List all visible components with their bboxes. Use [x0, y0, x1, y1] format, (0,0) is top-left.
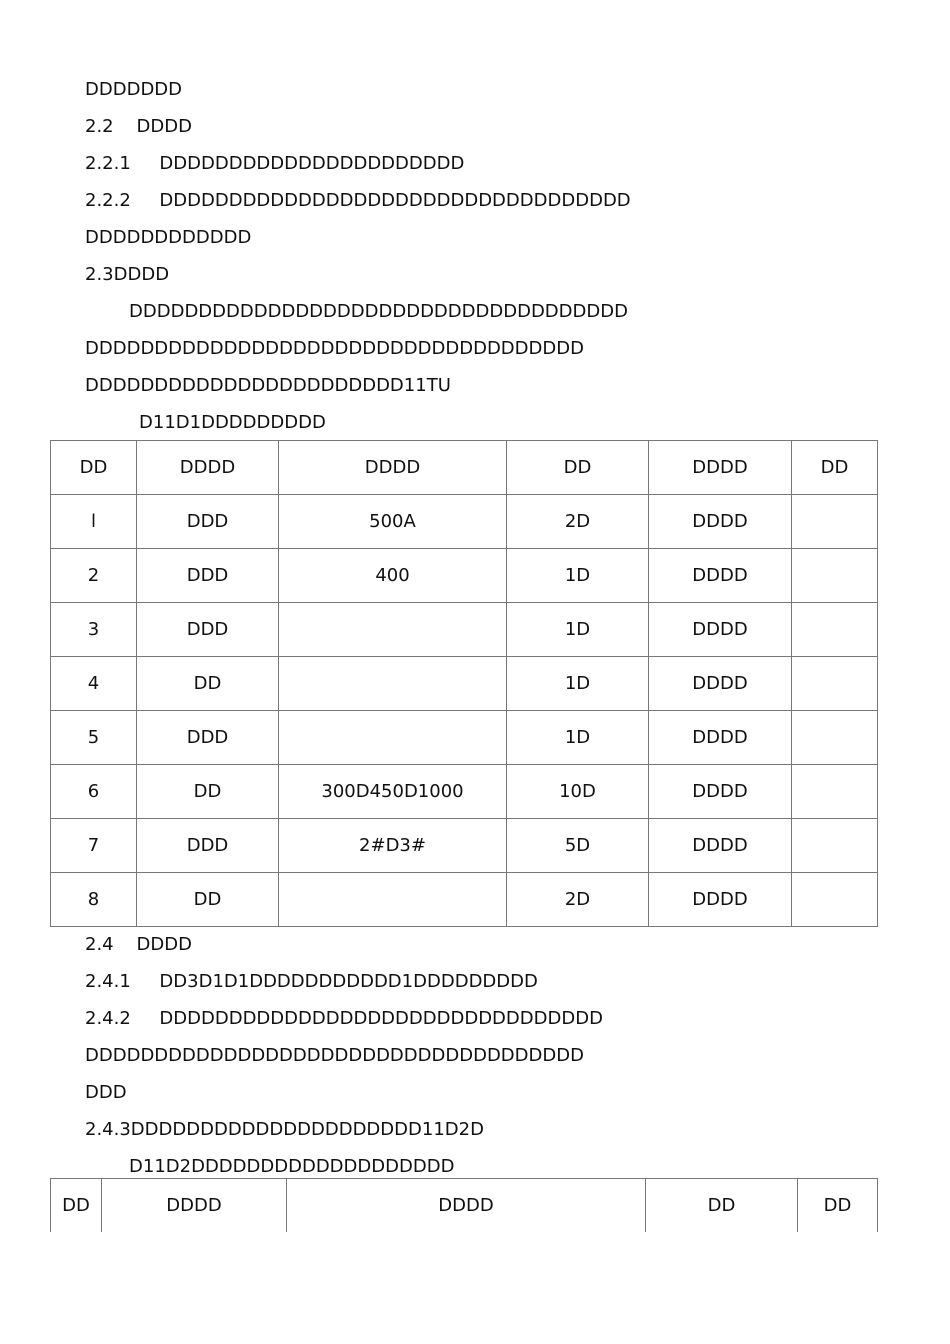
table-cell: [792, 819, 878, 873]
table-header-row: [51, 1179, 878, 1233]
table-cell: 500A: [279, 495, 507, 549]
table-cell: 2: [51, 549, 137, 603]
table-row: [51, 657, 878, 711]
header-cell: DD: [51, 441, 137, 495]
header-cell: DD: [507, 441, 649, 495]
table-cell: 3: [51, 603, 137, 657]
table-row: [51, 549, 878, 603]
text-line: 2.4.1 DD3D1D1DDDDDDDDDDD1DDDDDDDDD: [85, 971, 538, 992]
table-row: [51, 495, 878, 549]
table-cell: 8: [51, 873, 137, 927]
table-cell: DD: [137, 765, 279, 819]
table-cell: [792, 657, 878, 711]
second-table: [50, 1178, 878, 1232]
table-row: [51, 765, 878, 819]
table-cell: DDDD: [649, 657, 792, 711]
table-cell: 2D: [507, 495, 649, 549]
table-cell: 4: [51, 657, 137, 711]
table-cell: 5: [51, 711, 137, 765]
text-line: DDDDDDDDDDDDDDDDDDDDDDDDDDDDDDDDDDDD: [85, 338, 584, 359]
table-cell: [279, 603, 507, 657]
text-line: 2.2.1 DDDDDDDDDDDDDDDDDDDDDD: [85, 153, 465, 174]
table-cell: [279, 873, 507, 927]
table-cell: DD: [137, 873, 279, 927]
table-row: [51, 819, 878, 873]
table-row: [51, 603, 878, 657]
text-line: 2.2.2 DDDDDDDDDDDDDDDDDDDDDDDDDDDDDDDDDD: [85, 190, 631, 211]
table-cell: [792, 711, 878, 765]
table-cell: DDDD: [649, 711, 792, 765]
table-cell: DDDD: [649, 549, 792, 603]
table-cell: DDDD: [649, 495, 792, 549]
table-cell: [792, 765, 878, 819]
table-cell: DDD: [137, 819, 279, 873]
text-line: DDDDDDDDDDDDDDDDDDDDDDDDDDDDDDDDDDDD: [85, 1045, 584, 1066]
header-cell: DD: [792, 441, 878, 495]
table-cell: DD: [137, 657, 279, 711]
table-caption: D11D2DDDDDDDDDDDDDDDDDDD: [129, 1156, 455, 1177]
table-cell: 2D: [507, 873, 649, 927]
equipment-table: [50, 440, 878, 927]
text-line: 2.4.3DDDDDDDDDDDDDDDDDDDDD11D2D: [85, 1119, 484, 1140]
text-line: DDDDDDDDDDDDDDDDDDDDDDD11TU: [85, 375, 451, 396]
table-cell: DDDD: [649, 873, 792, 927]
text-line: DDDDDDDDDDDD: [85, 227, 252, 248]
header-cell: DDDD: [279, 441, 507, 495]
header-cell: DD: [798, 1179, 878, 1233]
table-cell: [792, 495, 878, 549]
header-cell: DD: [646, 1179, 798, 1233]
table-cell: 6: [51, 765, 137, 819]
table-cell: [792, 873, 878, 927]
table-cell: 400: [279, 549, 507, 603]
text-line: DDD: [85, 1082, 127, 1103]
table-cell: 7: [51, 819, 137, 873]
section-heading: 2.3DDDD: [85, 264, 170, 285]
table-cell: 2#D3#: [279, 819, 507, 873]
table-cell: 1D: [507, 549, 649, 603]
table-header-row: [51, 441, 878, 495]
table-cell: 10D: [507, 765, 649, 819]
table-cell: DDDD: [649, 765, 792, 819]
table-cell: [792, 603, 878, 657]
table-caption: D11D1DDDDDDDDD: [139, 412, 326, 433]
table-cell: 1D: [507, 711, 649, 765]
header-cell: DDDD: [102, 1179, 287, 1233]
section-heading: 2.2 DDDD: [85, 116, 192, 137]
table-cell: DDD: [137, 711, 279, 765]
header-cell: DDDD: [137, 441, 279, 495]
table-cell: [279, 657, 507, 711]
text-line: 2.4.2 DDDDDDDDDDDDDDDDDDDDDDDDDDDDDDDD: [85, 1008, 603, 1029]
text-line: DDDDDDDDDDDDDDDDDDDDDDDDDDDDDDDDDDDD: [129, 301, 628, 322]
table-cell: DDD: [137, 549, 279, 603]
table-cell: 5D: [507, 819, 649, 873]
table-cell: 300D450D1000: [279, 765, 507, 819]
table-row: [51, 873, 878, 927]
header-cell: DDDD: [649, 441, 792, 495]
table-cell: 1D: [507, 603, 649, 657]
table-cell: l: [51, 495, 137, 549]
table-cell: DDDD: [649, 603, 792, 657]
table-cell: [279, 711, 507, 765]
table-cell: [792, 549, 878, 603]
header-cell: DD: [51, 1179, 102, 1233]
table-row: [51, 711, 878, 765]
section-heading: 2.4 DDDD: [85, 934, 192, 955]
table-cell: DDD: [137, 495, 279, 549]
header-cell: DDDD: [287, 1179, 646, 1233]
table-cell: DDD: [137, 603, 279, 657]
text-line: DDDDDDD: [85, 79, 183, 100]
table-cell: 1D: [507, 657, 649, 711]
table-cell: DDDD: [649, 819, 792, 873]
